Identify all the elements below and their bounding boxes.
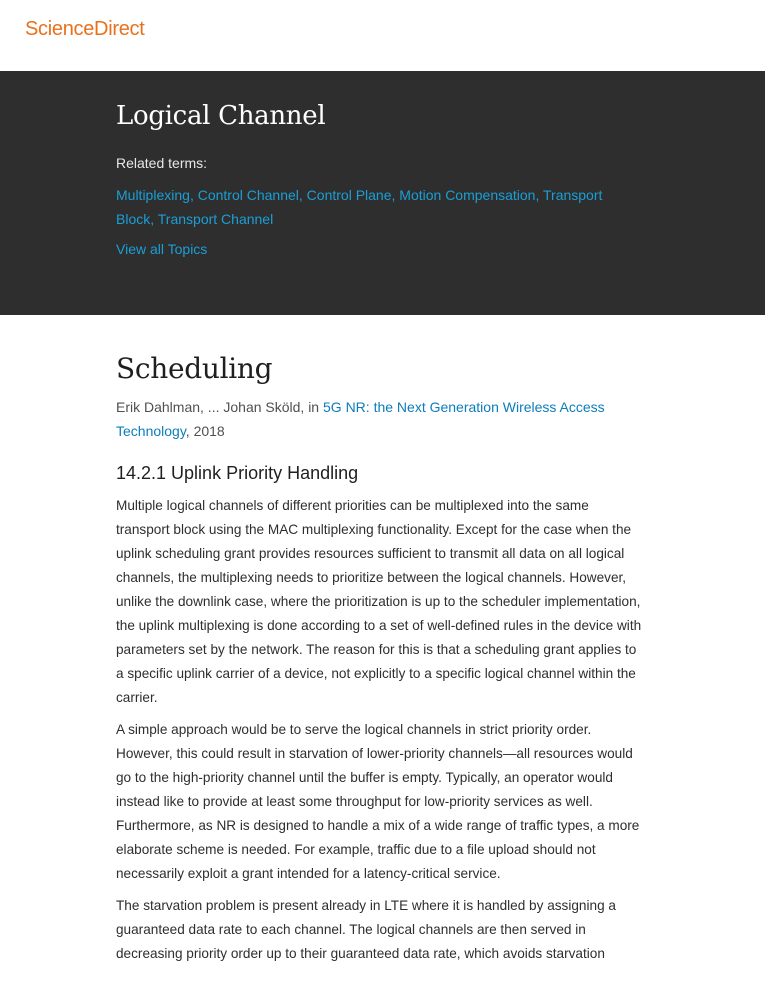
year: , 2018 bbox=[185, 423, 225, 439]
paragraph: The starvation problem is present already in LTE where it is handled by assigning a guaranteed data rate to each channel. The logical channels are then served in decreasing priority order up to their guaranteed data rate, which avoids starvation bbox=[116, 898, 616, 961]
related-term-link[interactable]: Motion Compensation bbox=[399, 187, 536, 203]
related-terms-label: Related terms: bbox=[116, 155, 208, 171]
subheading: 14.2.1 Uplink Priority Handling bbox=[116, 463, 359, 483]
related-term-link[interactable]: Transport Block bbox=[116, 187, 603, 227]
paragraph: Multiple logical channels of different priorities can be multiplexed into the same transport block using the MAC multiplexing functionality. Except for the case when the uplink scheduling grant provides resources sufficient to transmit all data on all logical channels, the multiplexing needs to prioritize between the logical channels. However, unlike the downlink case, where the prioritization is up to the scheduler implementation, the uplink multiplexing is done according to a set of well-defined rules in the device with parameters set by the network. The reason for this is that a scheduling grant applies to a specific uplink carrier of a device, not explicitly to a specific logical channel within the carrier. bbox=[116, 498, 642, 705]
byline bbox=[116, 395, 642, 443]
book-link[interactable]: 5G NR: the Next Generation Wireless Access Technology bbox=[116, 399, 605, 439]
topic-header bbox=[0, 71, 765, 315]
sciencedirect-logo[interactable]: ScienceDirect bbox=[25, 18, 145, 40]
article-section bbox=[116, 352, 642, 974]
related-terms-list: Multiplexing, Control Channel, Control Plane, Motion Compensation, Transport Block, Transport Channel bbox=[116, 187, 603, 227]
view-all-topics-link[interactable]: View all Topics bbox=[116, 241, 208, 257]
section-title: Scheduling bbox=[116, 352, 273, 385]
related-term-link[interactable]: Multiplexing bbox=[116, 187, 190, 203]
topic-title: Logical Channel bbox=[116, 101, 326, 131]
related-term-link[interactable]: Control Plane bbox=[306, 187, 392, 203]
authors: Erik Dahlman, ... Johan Sköld, in bbox=[116, 399, 323, 415]
related-term-link[interactable]: Transport Channel bbox=[157, 211, 274, 227]
paragraph: A simple approach would be to serve the logical channels in strict priority order. However, this could result in starvation of lower-priority channels—all resources would go to the high-priority channel until the buffer is empty. Typically, an operator would instead like to provide at least some throughput for low-priority services as well. Furthermore, as NR is designed to handle a mix of a wide range of traffic types, a more elaborate scheme is needed. For example, traffic due to a file upload should not necessarily exploit a grant intended for a latency-critical service. bbox=[116, 722, 640, 881]
related-term-link[interactable]: Control Channel bbox=[197, 187, 299, 203]
